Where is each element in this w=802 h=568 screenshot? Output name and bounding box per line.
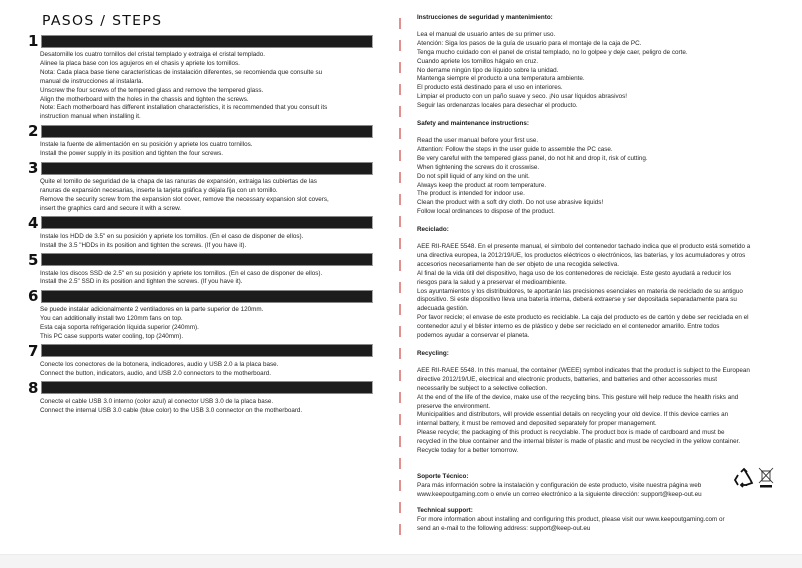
- text-line: AEE RII-RAEE 5548. En el presente manual, el símbolo del contenedor tachado indica que el producto está sometido a: [417, 243, 751, 251]
- text-line: adecuada gestión.: [417, 305, 469, 313]
- step-text: [40, 138, 373, 161]
- step-header: [28, 341, 373, 360]
- step-7: [28, 341, 373, 381]
- step-line: Remove the security screw from the expansion slot cover, remove the necessary expansion slot covers,: [40, 195, 329, 203]
- step-line: This PC case supports water cooling, top (240mm).: [40, 333, 184, 341]
- text-line: dispositivo. Si este dispositivo lleva una batería interna, deberá extraerse y ser depositada separadamente para su: [417, 296, 737, 304]
- step-4: [28, 213, 373, 253]
- step-line: ranuras de expansión necesarias, inserte la tarjeta gráfica y déjala fija con un tornillo.: [40, 186, 278, 194]
- text-line: contenedor azul y el blister interno es de plástico y debe ser reciclado en el contenedor amarillo. Entre todos: [417, 323, 720, 331]
- step-number: 8: [28, 378, 39, 397]
- text-line: Mantenga siempre el producto a una temperatura ambiente.: [417, 75, 585, 83]
- text-line: When tightening the screws do it crosswise.: [417, 163, 540, 171]
- text-line: The product is intended for indoor use.: [417, 190, 525, 198]
- text-line: Be very careful with the tempered glass panel, do not hit and drop it, risk of cutting.: [417, 154, 648, 162]
- text-line: Follow local ordinances to dispose of the product.: [417, 208, 555, 216]
- text-line: For more information about installing and configuring this product, please visit our www.keepoutgaming.com or: [417, 515, 725, 523]
- step-line: Connect the internal USB 3.0 cable (blue color) to the USB 3.0 connector on the motherboard.: [40, 406, 303, 414]
- step-number: 3: [28, 159, 39, 178]
- section-title: Recycling:: [417, 350, 449, 357]
- text-line: Do not spill liquid of any kind on the unit.: [417, 172, 530, 180]
- step-line: You can additionally install two 120mm fans on top.: [40, 315, 183, 323]
- text-line: At the end of the life of the device, make use of the recycling bins. This gesture will help reduce the health risks and: [417, 393, 739, 401]
- section-title: Reciclado:: [417, 226, 449, 234]
- text-line: El producto está destinado para el uso en interiores.: [417, 84, 563, 92]
- support-en-section: [417, 507, 792, 534]
- step-line: Conecte los conectores de la botonera, indicadores, audio y USB 2.0 a la placa base.: [40, 360, 279, 368]
- step-line: Note: Each motherboard has different installation characteristics, it is recommended that you consult its: [40, 104, 328, 112]
- step-header: [28, 213, 373, 232]
- text-line: Tenga mucho cuidado con el panel de cristal templado, no lo golpee y deje caer, peligro de corte.: [417, 48, 688, 56]
- step-text: [40, 48, 373, 124]
- text-line: Seguir las ordenanzas locales para desechar el producto.: [417, 102, 578, 110]
- text-line: internal battery, it must be removed and deposited separately for proper management.: [417, 420, 657, 428]
- recycling-es-section: [417, 226, 792, 341]
- step-line: Quite el tornillo de seguridad de la chapa de las ranuras de expansión, extraiga las cubiertas de las: [40, 178, 317, 186]
- text-line: directive 2012/19/UE, electrical and electronic products, batteries, and batteries and other accessories must: [417, 375, 717, 383]
- section-title: Safety and maintenance instructions:: [417, 120, 529, 128]
- step-text: [40, 358, 373, 381]
- text-line: Attention: Follow the steps in the user guide to assemble the PC case.: [417, 145, 613, 153]
- step-line: Desatornille los cuatro tornillos del cristal templado y extraiga el cristal templado.: [40, 51, 266, 58]
- step-text: [40, 267, 373, 290]
- text-line: AEE RII-RAEE 5548. In this manual, the container (WEEE) symbol indicates that the product is subject to the European: [417, 366, 750, 374]
- step-2: [28, 124, 373, 161]
- step-bar: [41, 125, 373, 138]
- step-line: insert the graphics card and secure it with a screw.: [40, 204, 182, 212]
- text-line: Cuando apriete los tornillos hágalo en cruz.: [417, 57, 539, 65]
- step-line: Esta caja soporta refrigeración líquida superior (240mm).: [40, 324, 199, 332]
- text-line: Read the user manual before your first use.: [417, 136, 539, 144]
- text-line: Recycle today for a better tomorrow.: [417, 447, 519, 455]
- text-line: necessarily be subject to a selective collection.: [417, 384, 548, 392]
- step-number: 6: [28, 287, 39, 306]
- text-line: send an e-mail to the following address: support@keep-out.eu: [417, 524, 591, 532]
- text-line: Lea el manual de usuario antes de su primer uso.: [417, 30, 556, 38]
- text-line: Los ayuntamientos y los distribuidores, te aportarán las precisiones esenciales en materia de reciclado de su antiguo: [417, 287, 743, 295]
- text-line: riesgos para la salud y a preservar el medioambiente.: [417, 278, 567, 286]
- section-title: Instrucciones de seguridad y mantenimiento:: [417, 14, 553, 21]
- safety-en-section: [417, 120, 792, 217]
- text-line: accesorios necesariamente han de ser objeto de una recogida selectiva.: [417, 260, 619, 268]
- step-bar: [41, 253, 373, 266]
- step-line: Install the power supply in its position and tighten the four screws.: [40, 150, 224, 158]
- step-line: Instale los HDD de 3.5" en su posición y apriete los tornillos. (En el caso de disponer de ellos).: [40, 232, 304, 240]
- text-line: No derrame ningún tipo de líquido sobre la unidad.: [417, 66, 559, 74]
- step-bar: [41, 344, 373, 357]
- safety-es-section: [417, 14, 792, 111]
- step-text: [40, 395, 373, 418]
- step-number: 4: [28, 213, 39, 232]
- step-text: [40, 303, 373, 344]
- step-header: [28, 287, 373, 306]
- step-bar: [41, 35, 373, 48]
- step-header: [28, 378, 373, 397]
- text-line: Limpiar el producto con un paño suave y seco. ¡No usar líquidos abrasivos!: [417, 93, 628, 101]
- weee-crossed-bin-icon: [758, 467, 774, 494]
- step-number: 2: [28, 122, 39, 141]
- text-line: Atención: Siga los pasos de la guía de usuario para el montaje de la caja de PC.: [417, 39, 642, 47]
- steps-column: [28, 14, 373, 418]
- recycling-en-section: [417, 350, 792, 456]
- step-bar: [41, 381, 373, 394]
- text-line: Please recycle; the packaging of this product is recyclable. The product box is made of cardboard and must be: [417, 429, 725, 437]
- step-8: [28, 378, 373, 418]
- step-line: Install the 2.5" SSD in its position and tighten the screws. (If you have it).: [40, 278, 243, 286]
- text-line: www.keepoutgaming.com o envíe un correo electrónico a la siguiente dirección: support@keep-out.eu: [417, 490, 702, 498]
- step-1: [28, 34, 373, 124]
- steps-list: [28, 34, 373, 418]
- text-line: Always keep the product at room temperature.: [417, 181, 547, 189]
- step-line: Align the motherboard with the holes in the chassis and tighten the screws.: [40, 95, 249, 103]
- text-line: Al final de la vida útil del dispositivo, haga uso de los contenedores de reciclaje. Este gesto ayudará a reducir los: [417, 269, 731, 277]
- step-3: [28, 161, 373, 216]
- step-header: [28, 250, 373, 269]
- text-line: Clean the product with a soft dry cloth. Do not use abrasive liquids!: [417, 199, 604, 207]
- step-number: 1: [28, 32, 39, 50]
- text-line: Por favor recicle; el envase de este producto es reciclable. La caja del producto es de cartón y debe ser reciclada en el: [417, 314, 749, 322]
- step-line: Alinee la placa base con los agujeros en el chasis y apriete los tornillos.: [40, 59, 240, 67]
- text-line: recycled in the blue container and the internal blister is made of plastic and must be recycled in the yellow container.: [417, 438, 741, 446]
- step-header: [28, 34, 373, 48]
- text-line: Para más información sobre la instalación y configuración de este producto, visite nuestra página web: [417, 481, 702, 489]
- step-line: Conecte el cable USB 3.0 interno (color azul) al conector USB 3.0 de la placa base.: [40, 397, 274, 405]
- recycle-icon: [733, 467, 755, 494]
- section-title: Soporte Técnico:: [417, 472, 469, 480]
- step-bar: [41, 162, 373, 175]
- page-bottom-edge: [0, 554, 802, 568]
- step-line: Install the 3.5 "HDDs in its position and tighten the screws. (If you have it).: [40, 241, 247, 249]
- info-column: [417, 14, 792, 542]
- step-line: Instale la fuente de alimentación en su posición y apriete los cuatro tornillos.: [40, 141, 253, 149]
- step-bar: [41, 216, 373, 229]
- step-line: Instale los discos SSD de 2.5" en su posición y apriete los tornillos. (En el caso de disponer de ellos).: [40, 269, 323, 277]
- step-number: 7: [28, 341, 39, 360]
- text-line: preserve the environment.: [417, 402, 491, 410]
- step-bar: [41, 290, 373, 303]
- section-title: Technical support:: [417, 506, 473, 514]
- step-text: [40, 175, 373, 216]
- page-title: PASOS / STEPS: [42, 14, 163, 29]
- step-header: [28, 122, 373, 141]
- step-line: Se puede instalar adicionalmente 2 ventiladores en la parte superior de 120mm.: [40, 306, 264, 314]
- step-line: Connect the button, indicators, audio, and USB 2.0 connectors to the motherboard.: [40, 369, 272, 377]
- step-line: instruction manual when installing it.: [40, 113, 141, 121]
- text-line: una directiva europea, la 2012/19/UE, los productos eléctricos o electrónicos, las baterías, y los acumuladores y otros: [417, 251, 746, 259]
- step-line: Unscrew the four screws of the tempered glass and remove the tempered glass.: [40, 86, 264, 94]
- recycling-icons: [733, 467, 774, 494]
- dashed-divider: [399, 18, 401, 538]
- step-6: [28, 289, 373, 344]
- step-5: [28, 250, 373, 290]
- step-text: [40, 230, 373, 253]
- step-line: manual de instrucciones al instalarla.: [40, 77, 144, 85]
- text-line: Municipalities and distributors, will provide essential details on recycling your old device. If this device carries an: [417, 411, 729, 419]
- step-number: 5: [28, 250, 39, 269]
- text-line: podemos ayudar a conservar el planeta.: [417, 332, 530, 340]
- step-line: Nota: Cada placa base tiene características de instalación diferentes, se recomienda que consulte su: [40, 68, 323, 76]
- step-header: [28, 159, 373, 178]
